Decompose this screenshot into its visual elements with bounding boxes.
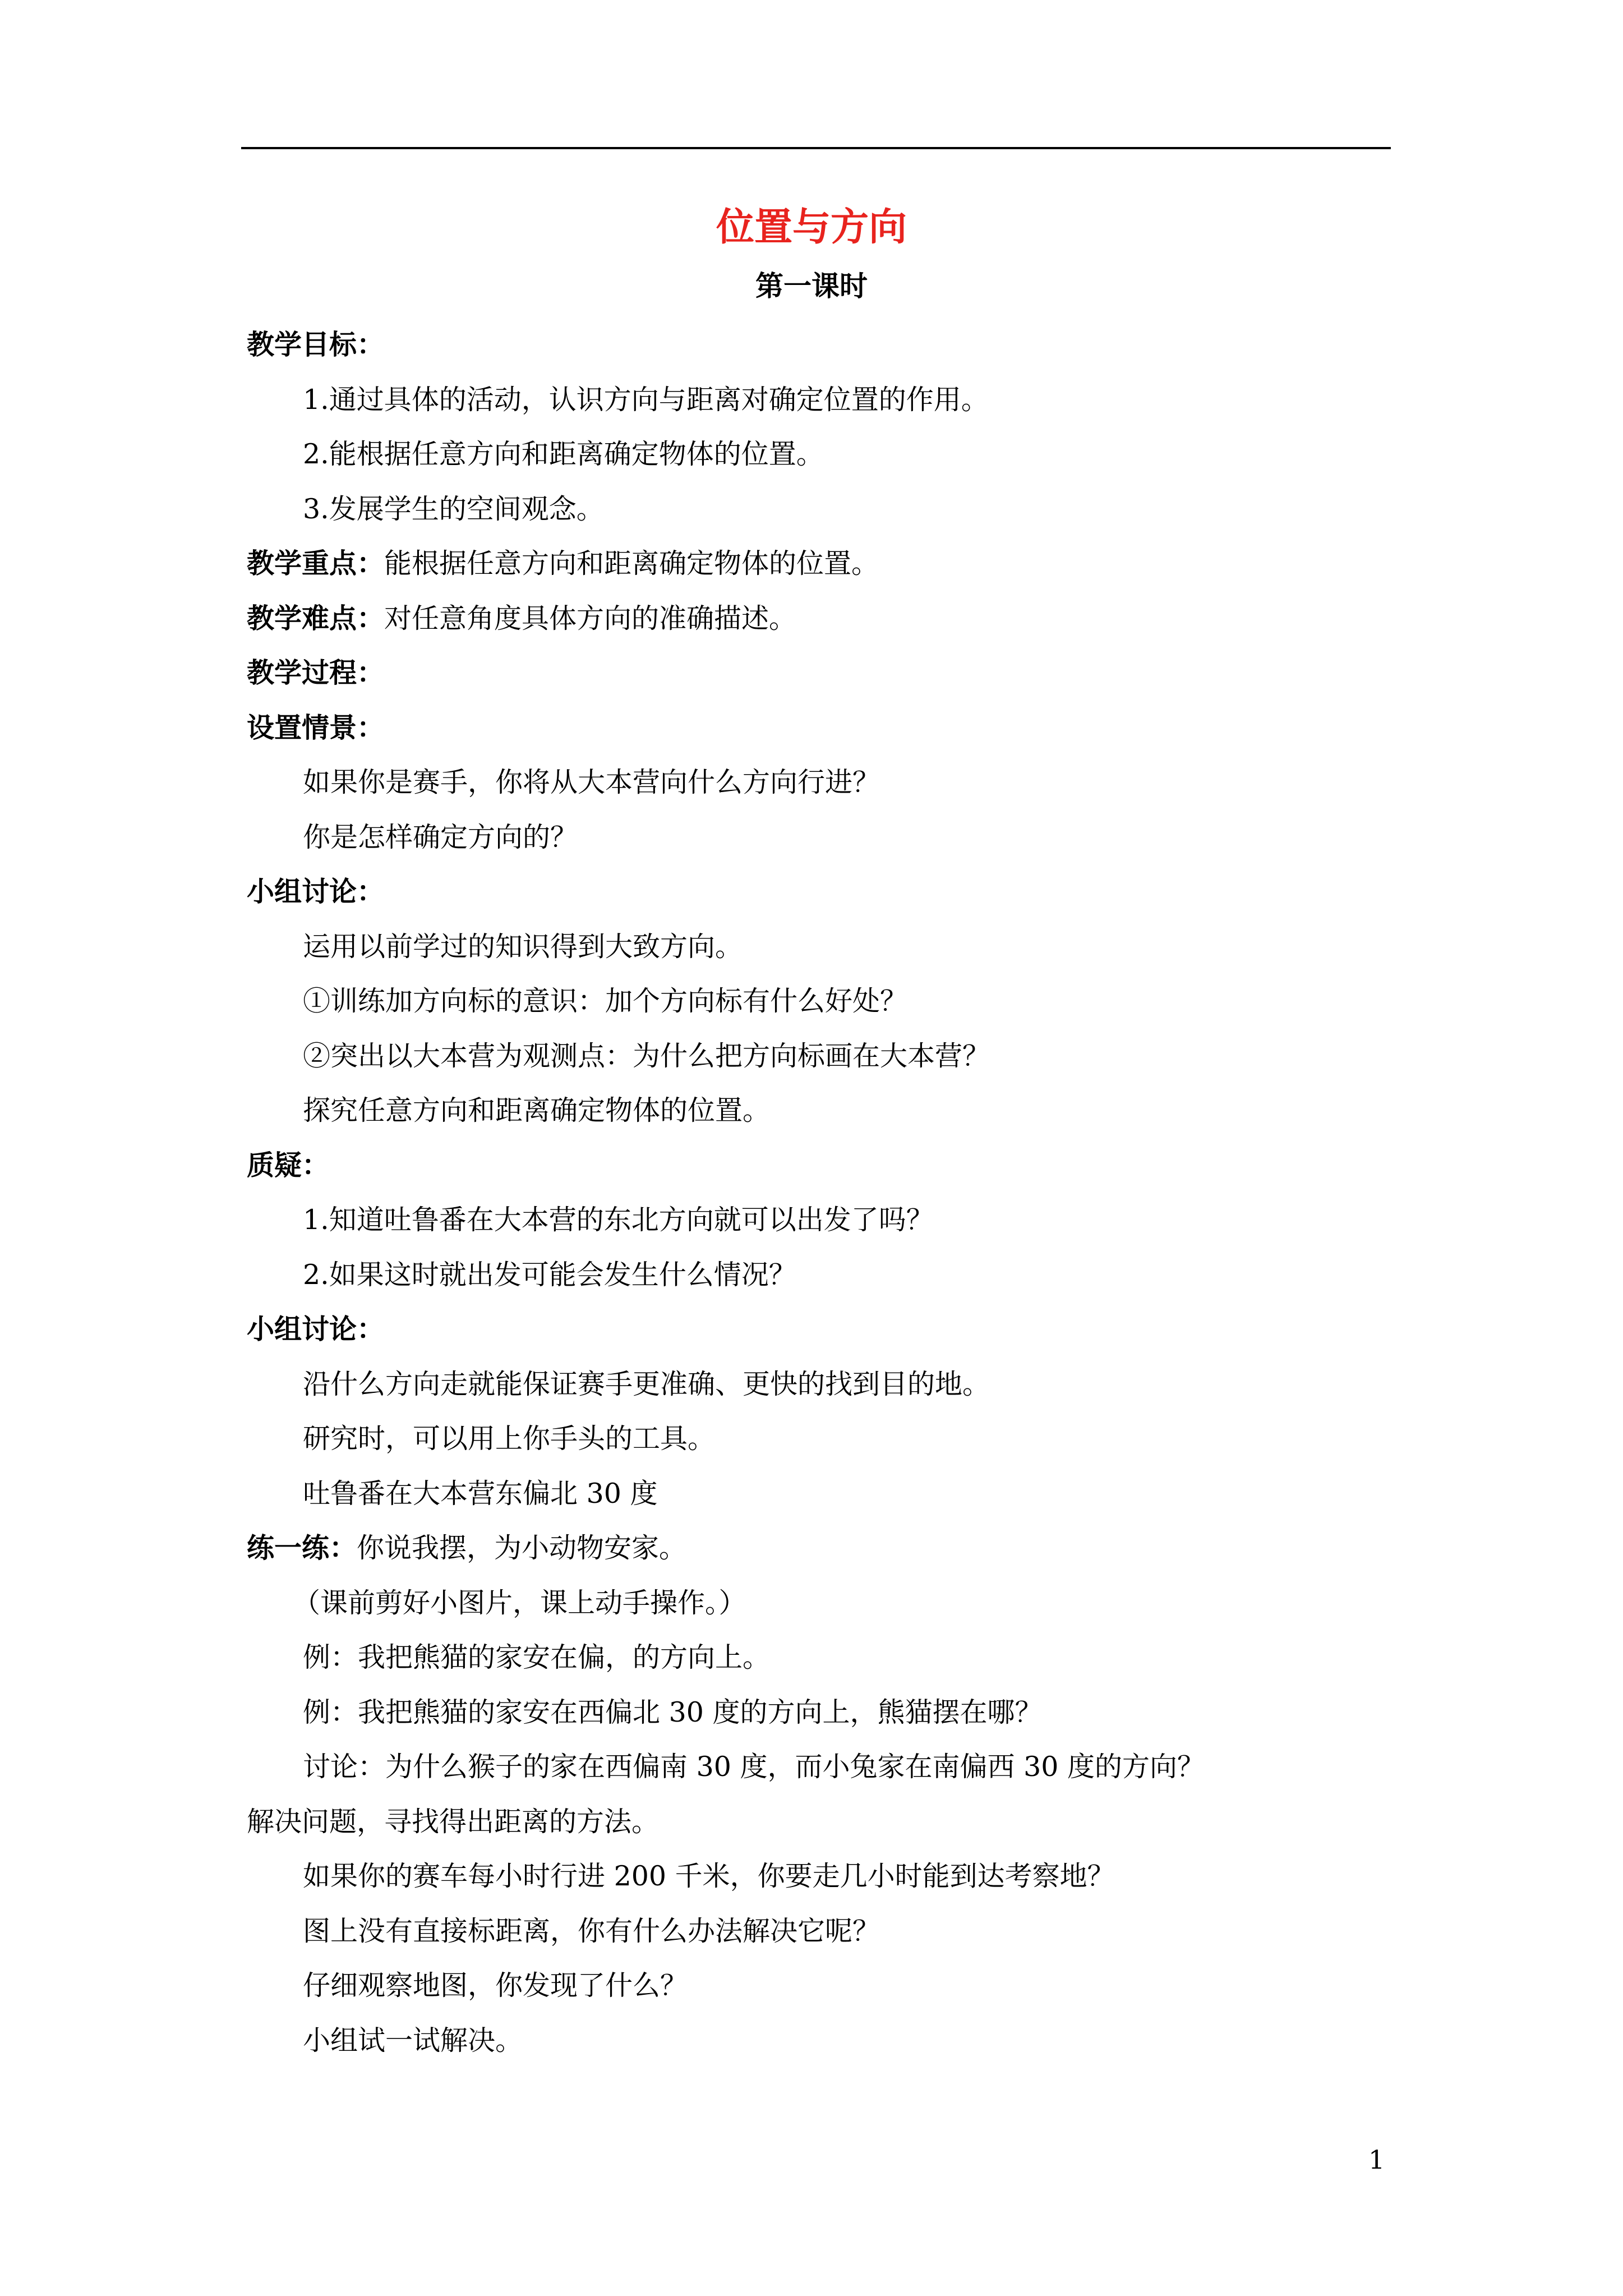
line-text: （课前剪好小图片，课上动手操作。） xyxy=(293,1586,746,1619)
line-text: 如果你的赛车每小时行进 200 千米，你要走几小时能到达考察地？ xyxy=(303,1860,1115,1892)
line-text: ②突出以大本营为观测点：为什么把方向标画在大本营？ xyxy=(303,1039,990,1072)
text-line xyxy=(247,1904,1385,1959)
text-line xyxy=(247,1466,1385,1521)
text-line xyxy=(247,810,1385,865)
section-label: 小组讨论： xyxy=(247,875,385,908)
line-text: 例：我把熊猫的家安在西偏北 30 度的方向上，熊猫摆在哪？ xyxy=(303,1696,1043,1728)
text-line xyxy=(247,1411,1385,1466)
line-text: 小组试一试解决。 xyxy=(303,2024,523,2056)
text-line xyxy=(247,864,1385,919)
text-line xyxy=(247,701,1385,756)
line-text: ①训练加方向标的意识：加个方向标有什么好处？ xyxy=(303,985,908,1017)
text-line xyxy=(247,1576,1385,1631)
text-line xyxy=(247,919,1385,974)
text-line xyxy=(247,1521,1385,1576)
text-line xyxy=(247,1302,1385,1357)
section-label: 教学过程： xyxy=(247,656,385,689)
section-label: 练一练： xyxy=(247,1531,357,1564)
line-text: 对任意角度具体方向的准确描述。 xyxy=(384,602,797,634)
text-line xyxy=(247,482,1385,537)
text-line xyxy=(247,318,1385,372)
text-line xyxy=(247,1795,1385,1849)
text-line xyxy=(247,1740,1385,1795)
section-label: 设置情景： xyxy=(247,711,385,744)
text-line xyxy=(247,372,1385,427)
line-text: 2.如果这时就出发可能会发生什么情况？ xyxy=(303,1258,796,1291)
line-text: 例：我把熊猫的家安在偏，的方向上。 xyxy=(303,1641,771,1673)
line-text: 讨论：为什么猴子的家在西偏南 30 度，而小兔家在南偏西 30 度的方向？ xyxy=(303,1751,1205,1783)
line-text: 仔细观察地图，你发现了什么？ xyxy=(303,1970,688,2001)
line-text: 图上没有直接标距离，你有什么办法解决它呢？ xyxy=(303,1915,880,1947)
text-line xyxy=(247,1248,1385,1303)
text-line xyxy=(247,1083,1385,1138)
text-line xyxy=(247,1138,1385,1193)
text-line xyxy=(247,1193,1385,1248)
text-line xyxy=(247,1958,1385,2013)
line-text: 研究时，可以用上你手头的工具。 xyxy=(303,1423,716,1455)
line-text: 如果你是赛手，你将从大本营向什么方向行进？ xyxy=(303,766,880,798)
line-text: 沿什么方向走就能保证赛手更准确、更快的找到目的地。 xyxy=(303,1368,990,1400)
text-line xyxy=(247,2013,1385,2068)
page-number: 1 xyxy=(1368,2145,1385,2175)
text-line xyxy=(247,1685,1385,1740)
text-line xyxy=(247,427,1385,482)
text-line xyxy=(247,1029,1385,1084)
header-rule xyxy=(241,147,1391,149)
text-line xyxy=(247,536,1385,591)
line-text: 1.知道吐鲁番在大本营的东北方向就可以出发了吗？ xyxy=(303,1204,934,1236)
line-text: 探究任意方向和距离确定物体的位置。 xyxy=(303,1094,771,1126)
section-label: 教学重点： xyxy=(247,547,385,579)
line-text: 运用以前学过的知识得到大致方向。 xyxy=(303,930,743,963)
document-body xyxy=(247,318,1385,2068)
text-line xyxy=(247,1849,1385,1904)
line-text: 1.通过具体的活动，认识方向与距离对确定位置的作用。 xyxy=(303,383,989,416)
line-text: 吐鲁番在大本营东偏北 30 度 xyxy=(303,1477,658,1510)
document-title: 位置与方向 xyxy=(716,205,907,250)
document-subtitle: 第一课时 xyxy=(755,269,868,302)
section-label: 教学难点： xyxy=(247,601,385,634)
text-line xyxy=(247,974,1385,1029)
line-text: 3.发展学生的空间观念。 xyxy=(303,493,604,525)
line-text: 你是怎样确定方向的？ xyxy=(303,821,578,853)
text-line xyxy=(247,755,1385,810)
text-line xyxy=(247,1357,1385,1412)
line-text: 2.能根据任意方向和距离确定物体的位置。 xyxy=(303,438,824,470)
text-line xyxy=(247,646,1385,701)
section-label: 小组讨论： xyxy=(247,1313,385,1345)
text-line xyxy=(247,1630,1385,1685)
line-text: 解决问题，寻找得出距离的方法。 xyxy=(247,1805,660,1838)
text-line xyxy=(247,591,1385,646)
section-label: 教学目标： xyxy=(247,328,385,361)
line-text: 能根据任意方向和距离确定物体的位置。 xyxy=(384,547,879,579)
line-text: 你说我摆，为小动物安家。 xyxy=(357,1532,687,1564)
section-label: 质疑： xyxy=(247,1148,330,1181)
